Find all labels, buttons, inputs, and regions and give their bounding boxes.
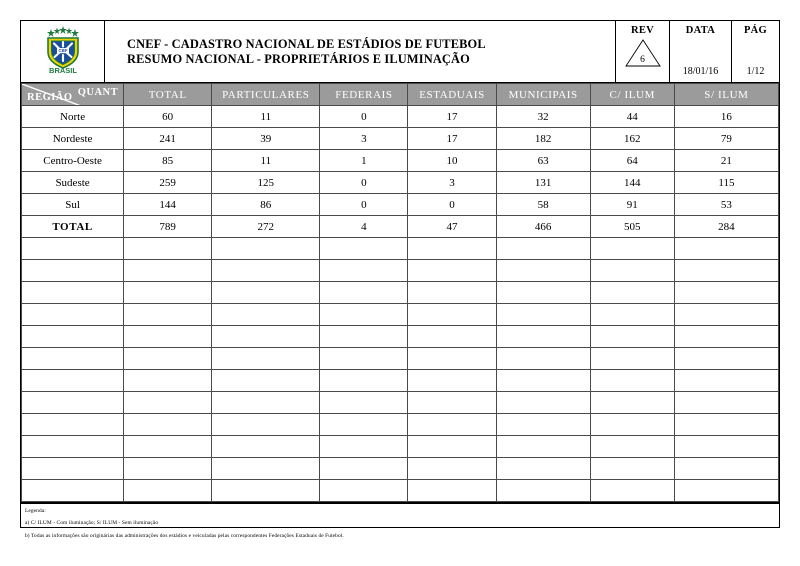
value-cell: 44	[590, 106, 674, 128]
value-cell	[590, 304, 674, 326]
value-cell	[124, 392, 212, 414]
table-row	[22, 128, 779, 150]
document-page	[20, 20, 780, 539]
region-cell	[22, 238, 124, 260]
legend-line-a: a) C/ ILUM - Com iluminação; S/ ILUM - Sem iluminação	[25, 520, 159, 526]
value-cell	[496, 238, 590, 260]
value-cell: 144	[590, 172, 674, 194]
value-cell: 0	[320, 106, 408, 128]
value-cell	[590, 458, 674, 480]
value-cell	[590, 480, 674, 502]
value-cell	[212, 392, 320, 414]
region-cell: Sul	[22, 194, 124, 216]
region-cell: Centro-Oeste	[22, 150, 124, 172]
value-cell	[124, 414, 212, 436]
value-cell: 466	[496, 216, 590, 238]
table-header-row	[22, 84, 779, 106]
table-row-empty	[22, 348, 779, 370]
value-cell: 4	[320, 216, 408, 238]
summary-table	[21, 83, 779, 502]
value-cell	[320, 414, 408, 436]
logo-cell	[21, 21, 105, 82]
value-cell: 17	[408, 128, 496, 150]
value-cell	[674, 238, 778, 260]
column-header-5: C/ ILUM	[590, 84, 674, 106]
value-cell	[590, 436, 674, 458]
revision-label: REV	[630, 25, 655, 36]
table-row-empty	[22, 458, 779, 480]
value-cell	[674, 326, 778, 348]
cbf-crest-logo	[40, 24, 86, 79]
value-cell	[590, 326, 674, 348]
value-cell	[496, 260, 590, 282]
value-cell	[212, 238, 320, 260]
page-value: 1/12	[746, 66, 765, 77]
region-cell	[22, 436, 124, 458]
value-cell	[408, 458, 496, 480]
corner-header-cell	[22, 84, 124, 106]
value-cell: 505	[590, 216, 674, 238]
value-cell	[124, 480, 212, 502]
value-cell	[590, 392, 674, 414]
region-cell	[22, 458, 124, 480]
region-cell	[22, 392, 124, 414]
value-cell	[408, 260, 496, 282]
region-cell	[22, 348, 124, 370]
region-cell: Sudeste	[22, 172, 124, 194]
value-cell	[496, 304, 590, 326]
value-cell	[212, 414, 320, 436]
table-row	[22, 106, 779, 128]
region-cell: TOTAL	[22, 216, 124, 238]
value-cell: 58	[496, 194, 590, 216]
value-cell: 144	[124, 194, 212, 216]
value-cell: 259	[124, 172, 212, 194]
value-cell: 182	[496, 128, 590, 150]
value-cell: 162	[590, 128, 674, 150]
value-cell: 11	[212, 150, 320, 172]
value-cell	[124, 458, 212, 480]
value-cell	[674, 348, 778, 370]
value-cell	[590, 370, 674, 392]
value-cell	[674, 436, 778, 458]
table-row-empty	[22, 304, 779, 326]
revision-cell	[615, 21, 669, 82]
table-row-empty	[22, 260, 779, 282]
region-cell	[22, 370, 124, 392]
value-cell: 131	[496, 172, 590, 194]
document-title	[105, 21, 615, 82]
value-cell	[320, 282, 408, 304]
value-cell: 39	[212, 128, 320, 150]
value-cell	[590, 348, 674, 370]
value-cell: 32	[496, 106, 590, 128]
value-cell	[408, 370, 496, 392]
column-header-6: S/ ILUM	[674, 84, 778, 106]
document-header	[21, 21, 779, 83]
value-cell	[320, 480, 408, 502]
value-cell	[408, 326, 496, 348]
value-cell	[408, 414, 496, 436]
region-cell	[22, 326, 124, 348]
value-cell: 63	[496, 150, 590, 172]
value-cell	[408, 238, 496, 260]
title-line-1: CNEF - CADASTRO NACIONAL DE ESTÁDIOS DE FUTEBOL	[127, 36, 486, 51]
value-cell	[320, 304, 408, 326]
table-row	[22, 150, 779, 172]
region-cell	[22, 414, 124, 436]
corner-regiao-label: REGIÃO	[27, 92, 73, 103]
crest-caption: BRASIL	[48, 66, 77, 74]
value-cell	[408, 392, 496, 414]
column-header-0: TOTAL	[124, 84, 212, 106]
value-cell	[408, 348, 496, 370]
legend-title: Legenda:	[25, 508, 46, 514]
value-cell	[320, 436, 408, 458]
table-row-empty	[22, 436, 779, 458]
value-cell	[124, 326, 212, 348]
value-cell	[496, 282, 590, 304]
value-cell: 272	[212, 216, 320, 238]
column-header-2: FEDERAIS	[320, 84, 408, 106]
value-cell	[674, 304, 778, 326]
value-cell	[320, 238, 408, 260]
value-cell	[320, 370, 408, 392]
region-cell	[22, 304, 124, 326]
date-cell	[669, 21, 731, 82]
value-cell	[674, 458, 778, 480]
value-cell: 21	[674, 150, 778, 172]
value-cell	[590, 414, 674, 436]
table-row-empty	[22, 392, 779, 414]
value-cell	[320, 326, 408, 348]
value-cell: 86	[212, 194, 320, 216]
table-body	[22, 106, 779, 502]
value-cell: 10	[408, 150, 496, 172]
column-header-1: PARTICULARES	[212, 84, 320, 106]
value-cell: 47	[408, 216, 496, 238]
header-meta-group	[615, 21, 779, 82]
value-cell: 3	[408, 172, 496, 194]
table-row-empty	[22, 480, 779, 502]
legend-line-b: b) Todas as informações são originárias das administrações dos estádios e veiculadas pelas correspondentes Federações Estaduais de Futebol.	[25, 533, 344, 539]
page-cell	[731, 21, 779, 82]
value-cell	[212, 304, 320, 326]
value-cell	[124, 238, 212, 260]
table-row-empty	[22, 414, 779, 436]
table-row	[22, 172, 779, 194]
date-label: DATA	[685, 25, 716, 36]
table-row-empty	[22, 238, 779, 260]
value-cell	[124, 260, 212, 282]
value-cell	[496, 480, 590, 502]
value-cell	[674, 414, 778, 436]
value-cell: 16	[674, 106, 778, 128]
page-label: PÁG	[743, 25, 768, 36]
value-cell	[320, 392, 408, 414]
revision-value: 6	[640, 55, 645, 65]
region-cell	[22, 260, 124, 282]
value-cell	[212, 436, 320, 458]
value-cell: 115	[674, 172, 778, 194]
table-row-empty	[22, 326, 779, 348]
legend-block	[21, 502, 779, 542]
table-row-empty	[22, 282, 779, 304]
value-cell: 17	[408, 106, 496, 128]
value-cell	[320, 348, 408, 370]
value-cell: 0	[320, 172, 408, 194]
value-cell	[212, 282, 320, 304]
value-cell	[496, 458, 590, 480]
region-cell: Nordeste	[22, 128, 124, 150]
value-cell: 79	[674, 128, 778, 150]
value-cell	[496, 392, 590, 414]
value-cell	[496, 370, 590, 392]
value-cell: 91	[590, 194, 674, 216]
column-header-3: ESTADUAIS	[408, 84, 496, 106]
value-cell: 125	[212, 172, 320, 194]
value-cell	[674, 260, 778, 282]
value-cell	[124, 436, 212, 458]
value-cell	[590, 282, 674, 304]
crest-monogram: CBF	[57, 48, 68, 54]
value-cell	[496, 436, 590, 458]
date-value: 18/01/16	[682, 66, 719, 77]
value-cell	[496, 326, 590, 348]
value-cell: 789	[124, 216, 212, 238]
value-cell	[408, 282, 496, 304]
region-cell: Norte	[22, 106, 124, 128]
value-cell: 0	[320, 194, 408, 216]
value-cell: 85	[124, 150, 212, 172]
value-cell: 53	[674, 194, 778, 216]
value-cell	[124, 348, 212, 370]
value-cell: 1	[320, 150, 408, 172]
value-cell	[590, 260, 674, 282]
value-cell	[674, 370, 778, 392]
value-cell	[496, 414, 590, 436]
value-cell	[674, 282, 778, 304]
column-header-4: MUNICIPAIS	[496, 84, 590, 106]
value-cell	[408, 436, 496, 458]
value-cell: 3	[320, 128, 408, 150]
region-cell	[22, 480, 124, 502]
value-cell	[212, 458, 320, 480]
value-cell	[124, 370, 212, 392]
value-cell: 60	[124, 106, 212, 128]
value-cell	[496, 348, 590, 370]
value-cell	[212, 348, 320, 370]
value-cell	[212, 370, 320, 392]
table-row-empty	[22, 370, 779, 392]
corner-quant-label: QUANT	[77, 87, 119, 98]
region-cell	[22, 282, 124, 304]
value-cell	[408, 480, 496, 502]
value-cell	[320, 260, 408, 282]
value-cell: 64	[590, 150, 674, 172]
table-row	[22, 216, 779, 238]
title-line-2: RESUMO NACIONAL - PROPRIETÁRIOS E ILUMINAÇÃO	[127, 51, 470, 66]
value-cell: 284	[674, 216, 778, 238]
value-cell	[212, 326, 320, 348]
value-cell	[124, 304, 212, 326]
value-cell	[674, 392, 778, 414]
value-cell	[408, 304, 496, 326]
table-row	[22, 194, 779, 216]
value-cell: 241	[124, 128, 212, 150]
value-cell	[212, 480, 320, 502]
value-cell	[590, 238, 674, 260]
value-cell	[674, 480, 778, 502]
revision-triangle-icon	[624, 38, 662, 68]
value-cell	[320, 458, 408, 480]
value-cell: 11	[212, 106, 320, 128]
value-cell	[212, 260, 320, 282]
value-cell: 0	[408, 194, 496, 216]
value-cell	[124, 282, 212, 304]
